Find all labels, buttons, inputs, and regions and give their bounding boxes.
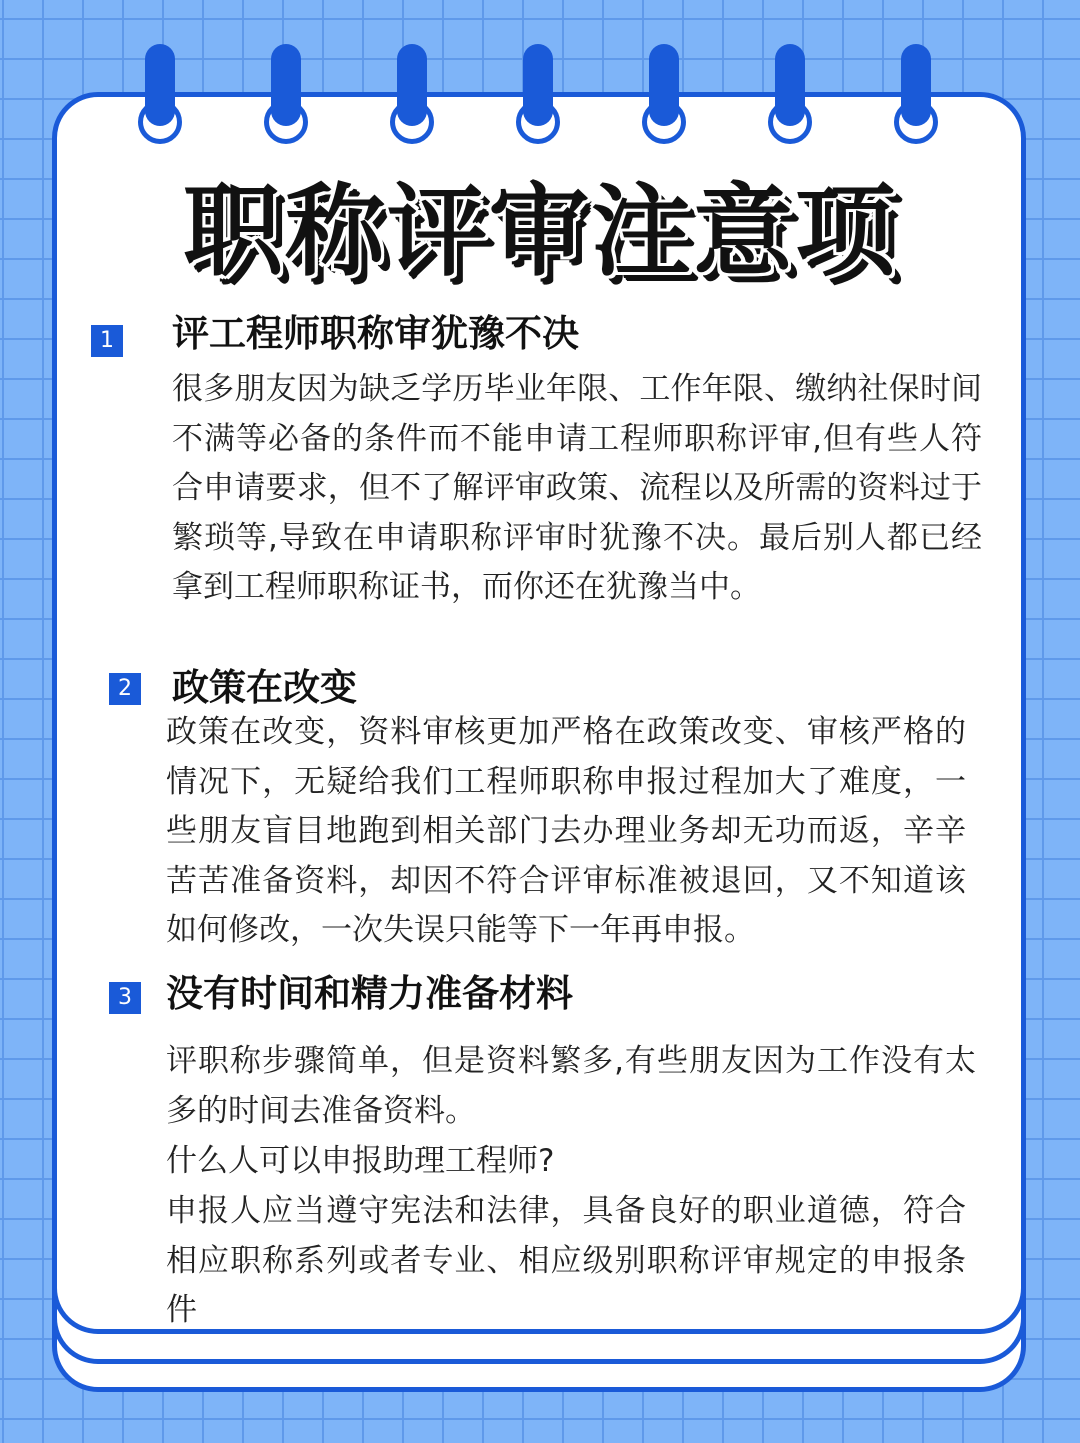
faq-question: 什么人可以申报助理工程师?	[166, 1143, 555, 1179]
section-number-badge: 1	[91, 325, 123, 357]
spiral-ring	[523, 44, 553, 126]
section-heading: 政策在改变	[172, 666, 357, 709]
section-body: 很多朋友因为缺乏学历毕业年限、工作年限、缴纳社保时间不满等必备的条件而不能申请工程师职称评审,但有些人符合申请要求，但不了解评审政策、流程以及所需的资料过于繁琐等,导致在申请职称评审时犹豫不决。最后别人都已经拿到工程师职称证书，而你还在犹豫当中。	[172, 371, 982, 605]
spiral-ring	[649, 44, 679, 126]
faq-answer: 申报人应当遵守宪法和法律，具备良好的职业道德，符合相应职称系列或者专业、相应级别职称评审规定的申报条件	[166, 1193, 966, 1328]
spiral-ring	[901, 44, 931, 126]
page-title: 职称评审注意项	[183, 173, 897, 290]
section-body: 政策在改变，资料审核更加严格在政策改变、审核严格的情况下，无疑给我们工程师职称申报过程加大了难度，一些朋友盲目地跑到相关部门去办理业务却无功而返，辛辛苦苦准备资料，却因不符合评审标准被退回，又不知道该如何修改，一次失误只能等下一年再申报。	[166, 714, 966, 948]
section-heading: 没有时间和精力准备材料	[166, 972, 573, 1015]
spiral-ring	[397, 44, 427, 126]
spiral-ring	[271, 44, 301, 126]
section-body: 评职称步骤简单，但是资料繁多,有些朋友因为工作没有太多的时间去准备资料。	[166, 1043, 976, 1129]
section-number-badge: 2	[109, 673, 141, 705]
spiral-ring	[775, 44, 805, 126]
spiral-ring	[145, 44, 175, 126]
section-heading: 评工程师职称审犹豫不决	[172, 312, 579, 355]
section-number-badge: 3	[109, 982, 141, 1014]
